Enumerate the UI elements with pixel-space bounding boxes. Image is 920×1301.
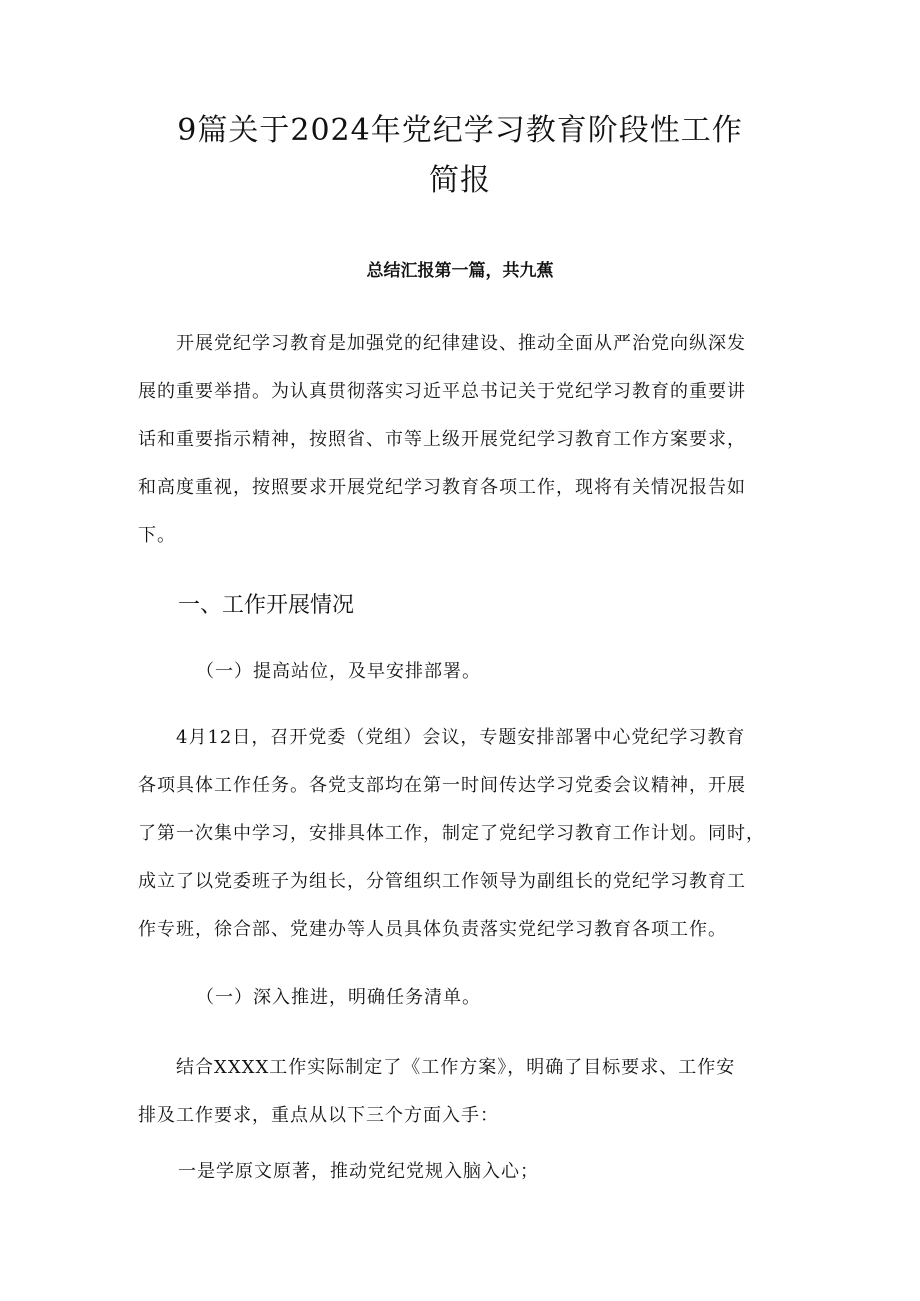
work-line: 各项具体工作任务。各党支部均在第一时间传达学习党委会议精神，开展 (138, 775, 746, 796)
work-paragraph (138, 714, 788, 954)
point-item-1: 一是学原文原著，推动党纪党规入脑入心； (178, 1161, 539, 1182)
subsection-heading-2: （一）深入推进，明确任务清单。 (196, 987, 481, 1008)
plan-line: 排及工作要求，重点从以下三个方面入手： (138, 1105, 499, 1126)
plan-paragraph (138, 1044, 788, 1140)
intro-line: 话和重要指示精神，按照省、市等上级开展党纪学习教育工作方案要求， (138, 429, 746, 450)
intro-line: 下。 (138, 525, 176, 546)
document-subtitle: 总结汇报第一篇，共九蕉 (366, 261, 554, 281)
section-heading-1: 一、工作开展情况 (178, 593, 355, 618)
intro-line: 和高度重视，按照要求开展党纪学习教育各项工作，现将有关情况报告如 (138, 477, 746, 498)
plan-line: 结合XXXX工作实际制定了《工作方案》，明确了目标要求、工作安 (138, 1057, 736, 1078)
work-line: 成立了以党委班子为组长，分管组织工作领导为副组长的党纪学习教育工 (138, 871, 746, 892)
document-title-line-2: 简报 (429, 163, 491, 198)
work-line: 4月12日，召开党委（党组）会议，专题安排部署中心党纪学习教育 (138, 727, 746, 748)
intro-paragraph (138, 320, 788, 560)
intro-line: 开展党纪学习教育是加强党的纪律建设、推动全面从严治党向纵深发 (138, 333, 746, 354)
work-line: 作专班，徐合部、党建办等人员具体负责落实党纪学习教育各项工作。 (138, 919, 727, 940)
intro-line: 展的重要举措。为认真贯彻落实习近平总书记关于党纪学习教育的重要讲 (138, 381, 746, 402)
work-line: 了第一次集中学习，安排具体工作，制定了党纪学习教育工作计划。同时， (138, 823, 765, 844)
subsection-heading-1: （一）提高站位，及早安排部署。 (196, 661, 481, 682)
document-title-line-1: 9篇关于2024年党纪学习教育阶段性工作 (177, 113, 743, 148)
